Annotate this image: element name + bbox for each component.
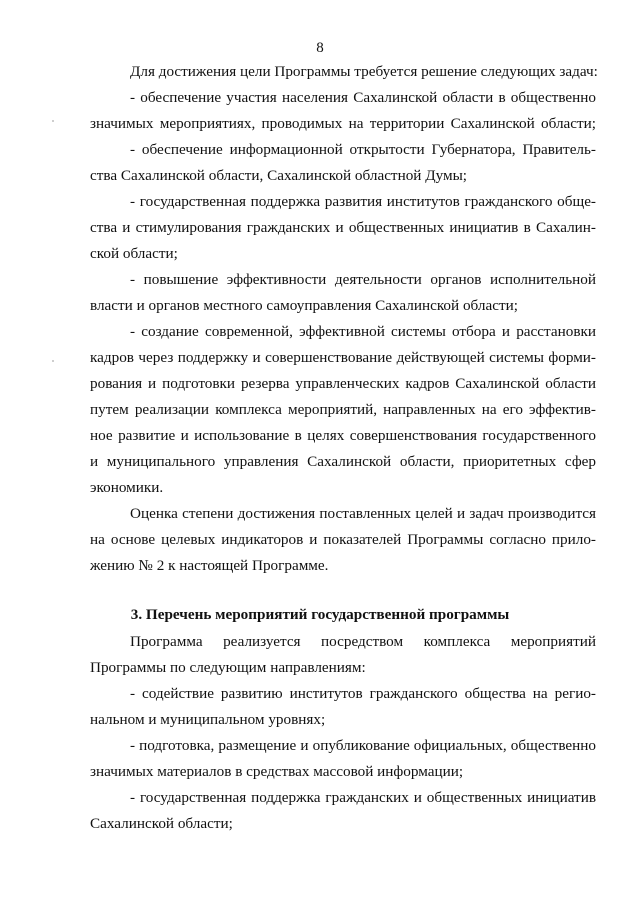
paragraph-line: путем реализации комплекса мероприятий, направленных на его эффектив- [90, 401, 596, 418]
paragraph-line: - государственная поддержка гражданских и общественных инициатив [130, 789, 596, 806]
paragraph-line: ства Сахалинской области, Сахалинской областной Думы; [90, 167, 468, 184]
paragraph-line: Программы по следующим направлениям: [90, 659, 366, 676]
paragraph-line: экономики. [90, 479, 164, 496]
section-heading: 3. Перечень мероприятий государственной программы [130, 606, 510, 623]
paragraph-line: Программа реализуется посредством комплекса мероприятий [130, 633, 596, 650]
paragraph-line: ное развитие и использование в целях совершенствования государственного [90, 427, 596, 444]
paragraph-line: - создание современной, эффективной системы отбора и расстановки [130, 323, 596, 340]
scan-speck [52, 120, 54, 122]
paragraph-line: - содействие развитию институтов гражданского общества на регио- [130, 685, 596, 702]
paragraph-line: и муниципального управления Сахалинской области, приоритетных сфер [90, 453, 596, 470]
paragraph-line: значимых материалов в средствах массовой информации; [90, 763, 464, 780]
paragraph-line: значимых мероприятиях, проводимых на территории Сахалинской области; [90, 115, 596, 132]
paragraph-line: - обеспечение участия населения Сахалинской области в общественно [130, 89, 596, 106]
page-number: 8 [316, 40, 324, 56]
paragraph-line: ства и стимулирования гражданских и общественных инициатив в Сахалин- [90, 219, 596, 236]
paragraph-line: ской области; [90, 245, 178, 262]
paragraph-line: Оценка степени достижения поставленных целей и задач производится [130, 505, 596, 522]
paragraph-line: на основе целевых индикаторов и показателей Программы согласно прило- [90, 531, 596, 548]
paragraph-line: Для достижения цели Программы требуется решение следующих задач: [130, 63, 598, 80]
paragraph-line: власти и органов местного самоуправления Сахалинской области; [90, 297, 518, 314]
paragraph-line: рования и подготовки резерва управленческих кадров Сахалинской области [90, 375, 596, 392]
paragraph-line: - подготовка, размещение и опубликование официальных, общественно [130, 737, 596, 754]
paragraph-line: - государственная поддержка развития институтов гражданского обще- [130, 193, 596, 210]
scan-speck [52, 360, 54, 362]
paragraph-line: - обеспечение информационной открытости Губернатора, Правитель- [130, 141, 596, 158]
paragraph-line: Сахалинской области; [90, 815, 233, 832]
paragraph-line: - повышение эффективности деятельности органов исполнительной [130, 271, 596, 288]
paragraph-line: нальном и муниципальном уровнях; [90, 711, 326, 728]
paragraph-line: кадров через поддержку и совершенствование действующей системы форми- [90, 349, 596, 366]
paragraph-line: жению № 2 к настоящей Программе. [90, 557, 329, 574]
